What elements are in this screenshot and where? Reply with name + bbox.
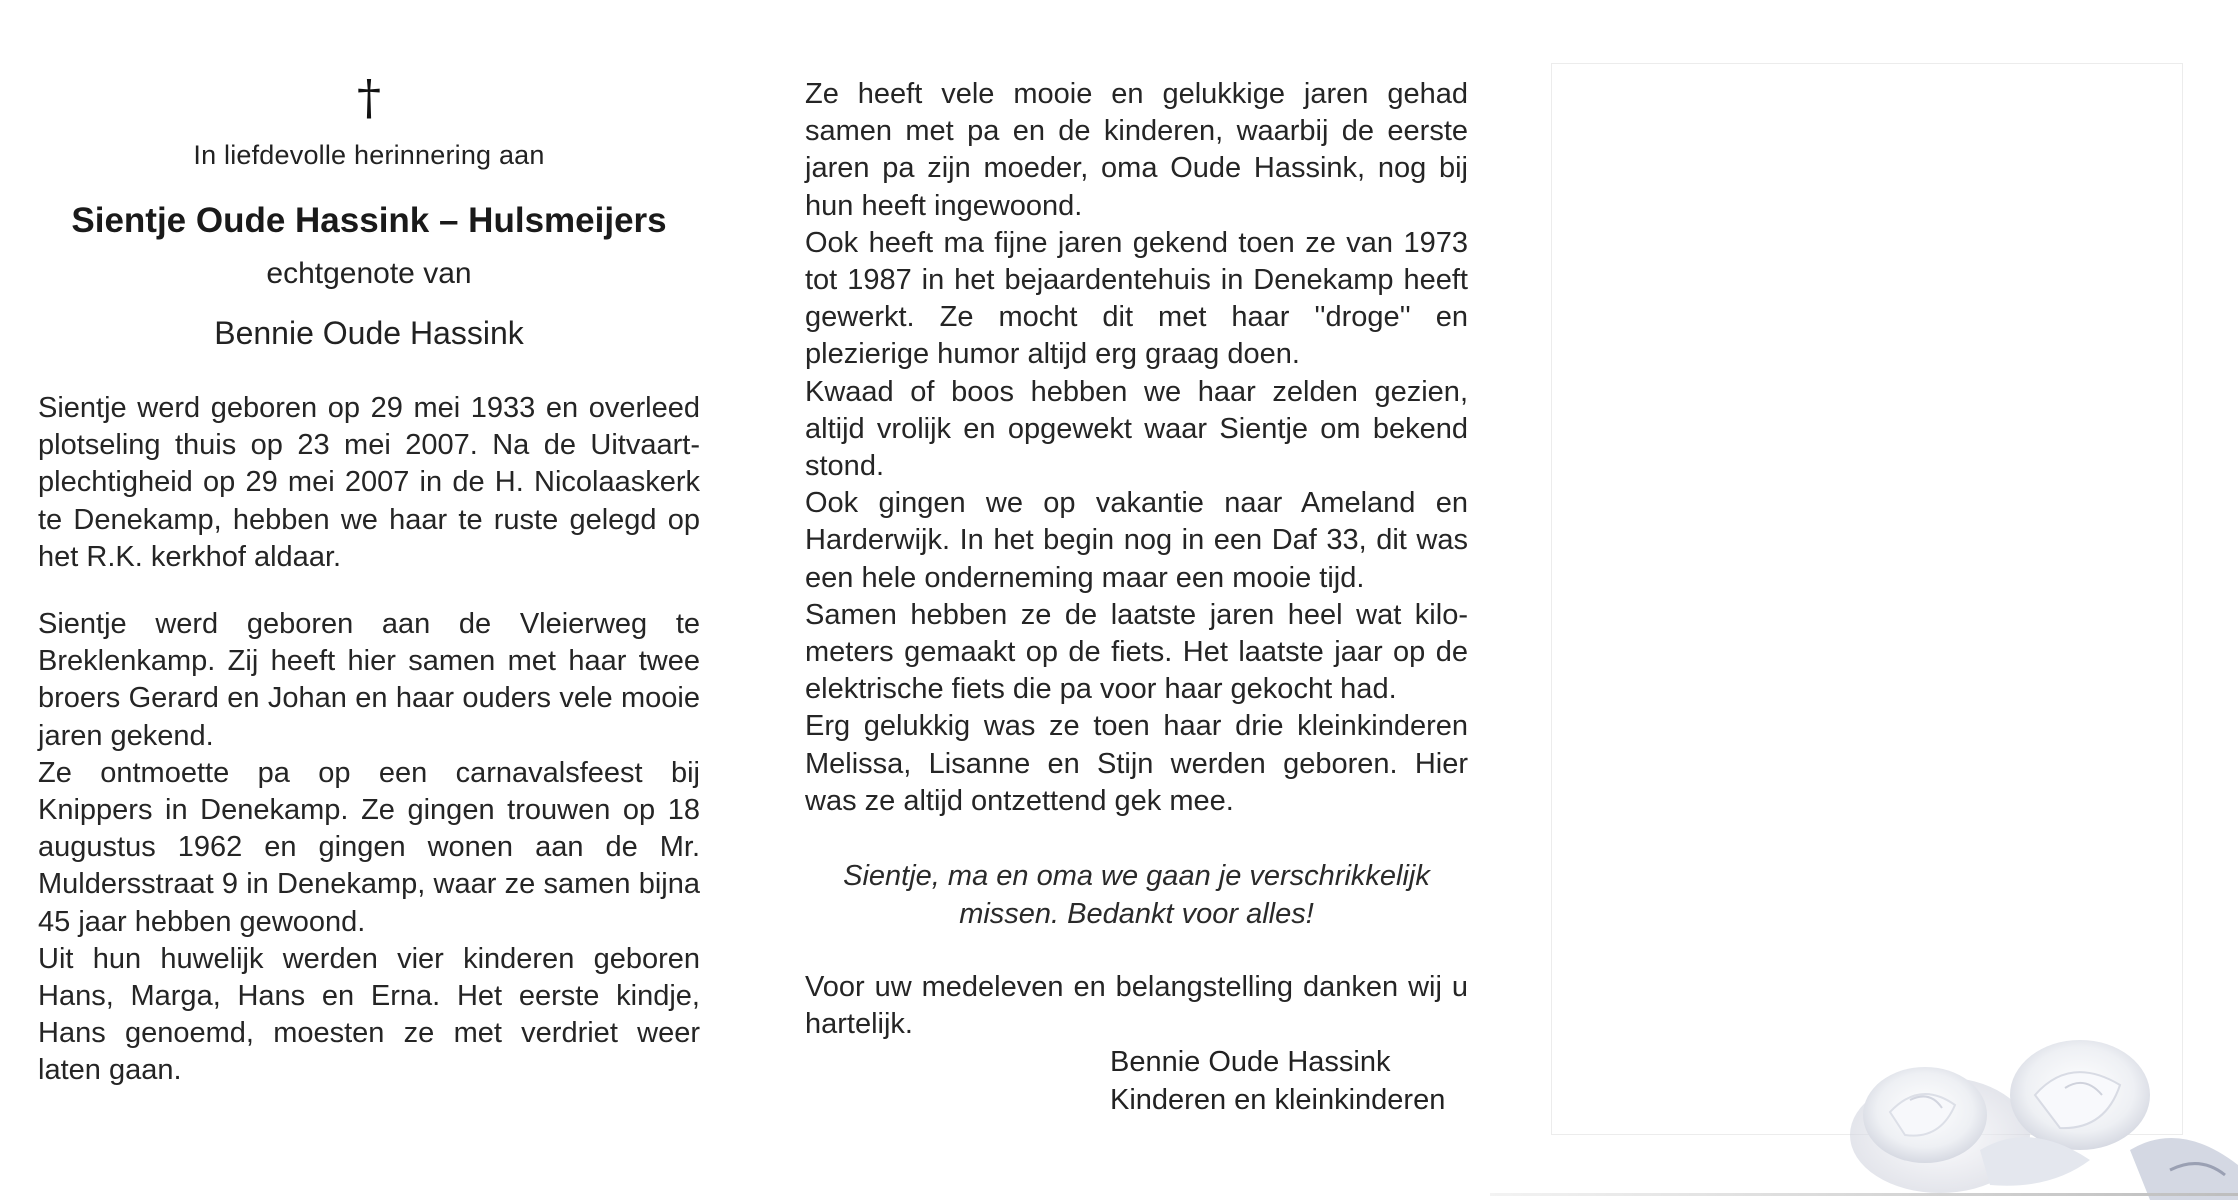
quote-line: Sientje, ma en oma we gaan je verschrikkelijk <box>843 860 1430 893</box>
signature-block <box>805 1044 1468 1119</box>
spouse-label: echtgenote van <box>266 257 472 290</box>
spouse-name: Bennie Oude Hassink <box>214 315 524 351</box>
quote-line: missen. Bedankt voor alles! <box>959 897 1314 930</box>
biography-paragraph: Ze ontmoette pa op een carnavalsfeest bij Knippers in Denekamp. Ze gingen trouwen op 18 augustus 1962 en gingen wonen aan de Mr. Muldersstraat 9 in Denekamp, waar ze samen bijna 45 jaar hebben gewoond. <box>38 756 700 938</box>
biography-paragraph: Kwaad of boos hebben we haar zelden gezien, altijd vrolijk en opgewekt waar Sientje om bekend stond. <box>805 375 1468 483</box>
biography-paragraph: Ook heeft ma fijne jaren gekend toen ze van 1973 tot 1987 in het bejaardentehuis in Denekamp heeft gewerkt. Ze mocht dit met haar ''droge'' en plezierige humor altijd erg graag doen. <box>805 226 1468 371</box>
bottom-divider <box>1490 1193 2238 1196</box>
biography-paragraph: Sientje werd geboren aan de Vleierweg te Breklenkamp. Zij heeft hier samen met haar twee broers Gerard en Johan en haar ouders vele mooie jaren gekend. <box>38 608 700 752</box>
deceased-name: Sientje Oude Hassink – Hulsmeijers <box>71 201 667 240</box>
thanks-text: Voor uw medeleven en belangstelling danken wij u hartelijk. <box>805 971 1468 1041</box>
photo-frame <box>1551 63 2183 1135</box>
intro-text: In liefdevolle herinnering aan <box>193 140 545 170</box>
biography-paragraph: Ook gingen we op vakantie naar Ameland en Harderwijk. In het begin nog in een Daf 33, dit was een hele onderneming maar een mooie tijd. <box>805 487 1468 594</box>
biography-paragraph: Samen hebben ze de laatste jaren heel wat kilometers gemaakt op de fiets. Het laatste jaar op de elektrische fiets die pa voor haar gekocht had. <box>805 598 1468 706</box>
white-roses-icon <box>1830 1000 2238 1200</box>
left-column <box>38 70 700 1090</box>
biography-paragraph: Ze heeft vele mooie en gelukkige jaren gehad samen met pa en de kinderen, waarbij de eerste jaren pa zijn moeder, oma Oude Hassink, nog bij hun heeft ingewoond. <box>805 78 1468 222</box>
middle-column <box>805 76 1468 1119</box>
signature-line: Kinderen en kleinkinderen <box>1110 1083 1446 1116</box>
biography-paragraph: Uit hun huwelijk werden vier kinderen geboren Hans, Marga, Hans en Erna. Het eerste kindje, Hans genoemd, moesten ze met verdriet weer laten gaan. <box>38 942 700 1087</box>
signature-line: Bennie Oude Hassink <box>1110 1046 1391 1079</box>
cross-icon: † <box>357 70 381 126</box>
biography-paragraph: Erg gelukkig was ze toen haar drie kleinkinderen Melissa, Lisanne en Stijn werden geboren. Hier was ze altijd ontzettend gek mee. <box>805 710 1468 817</box>
farewell-quote <box>805 858 1468 933</box>
biography-paragraph: Sientje werd geboren op 29 mei 1933 en overleed plotseling thuis op 23 mei 2007. Na de Uitvaartplechtigheid op 29 mei 2007 in de H. Nicolaaskerk te Denekamp, hebben we haar te ruste gelegd op het R.K. kerkhof aldaar. <box>38 392 700 573</box>
